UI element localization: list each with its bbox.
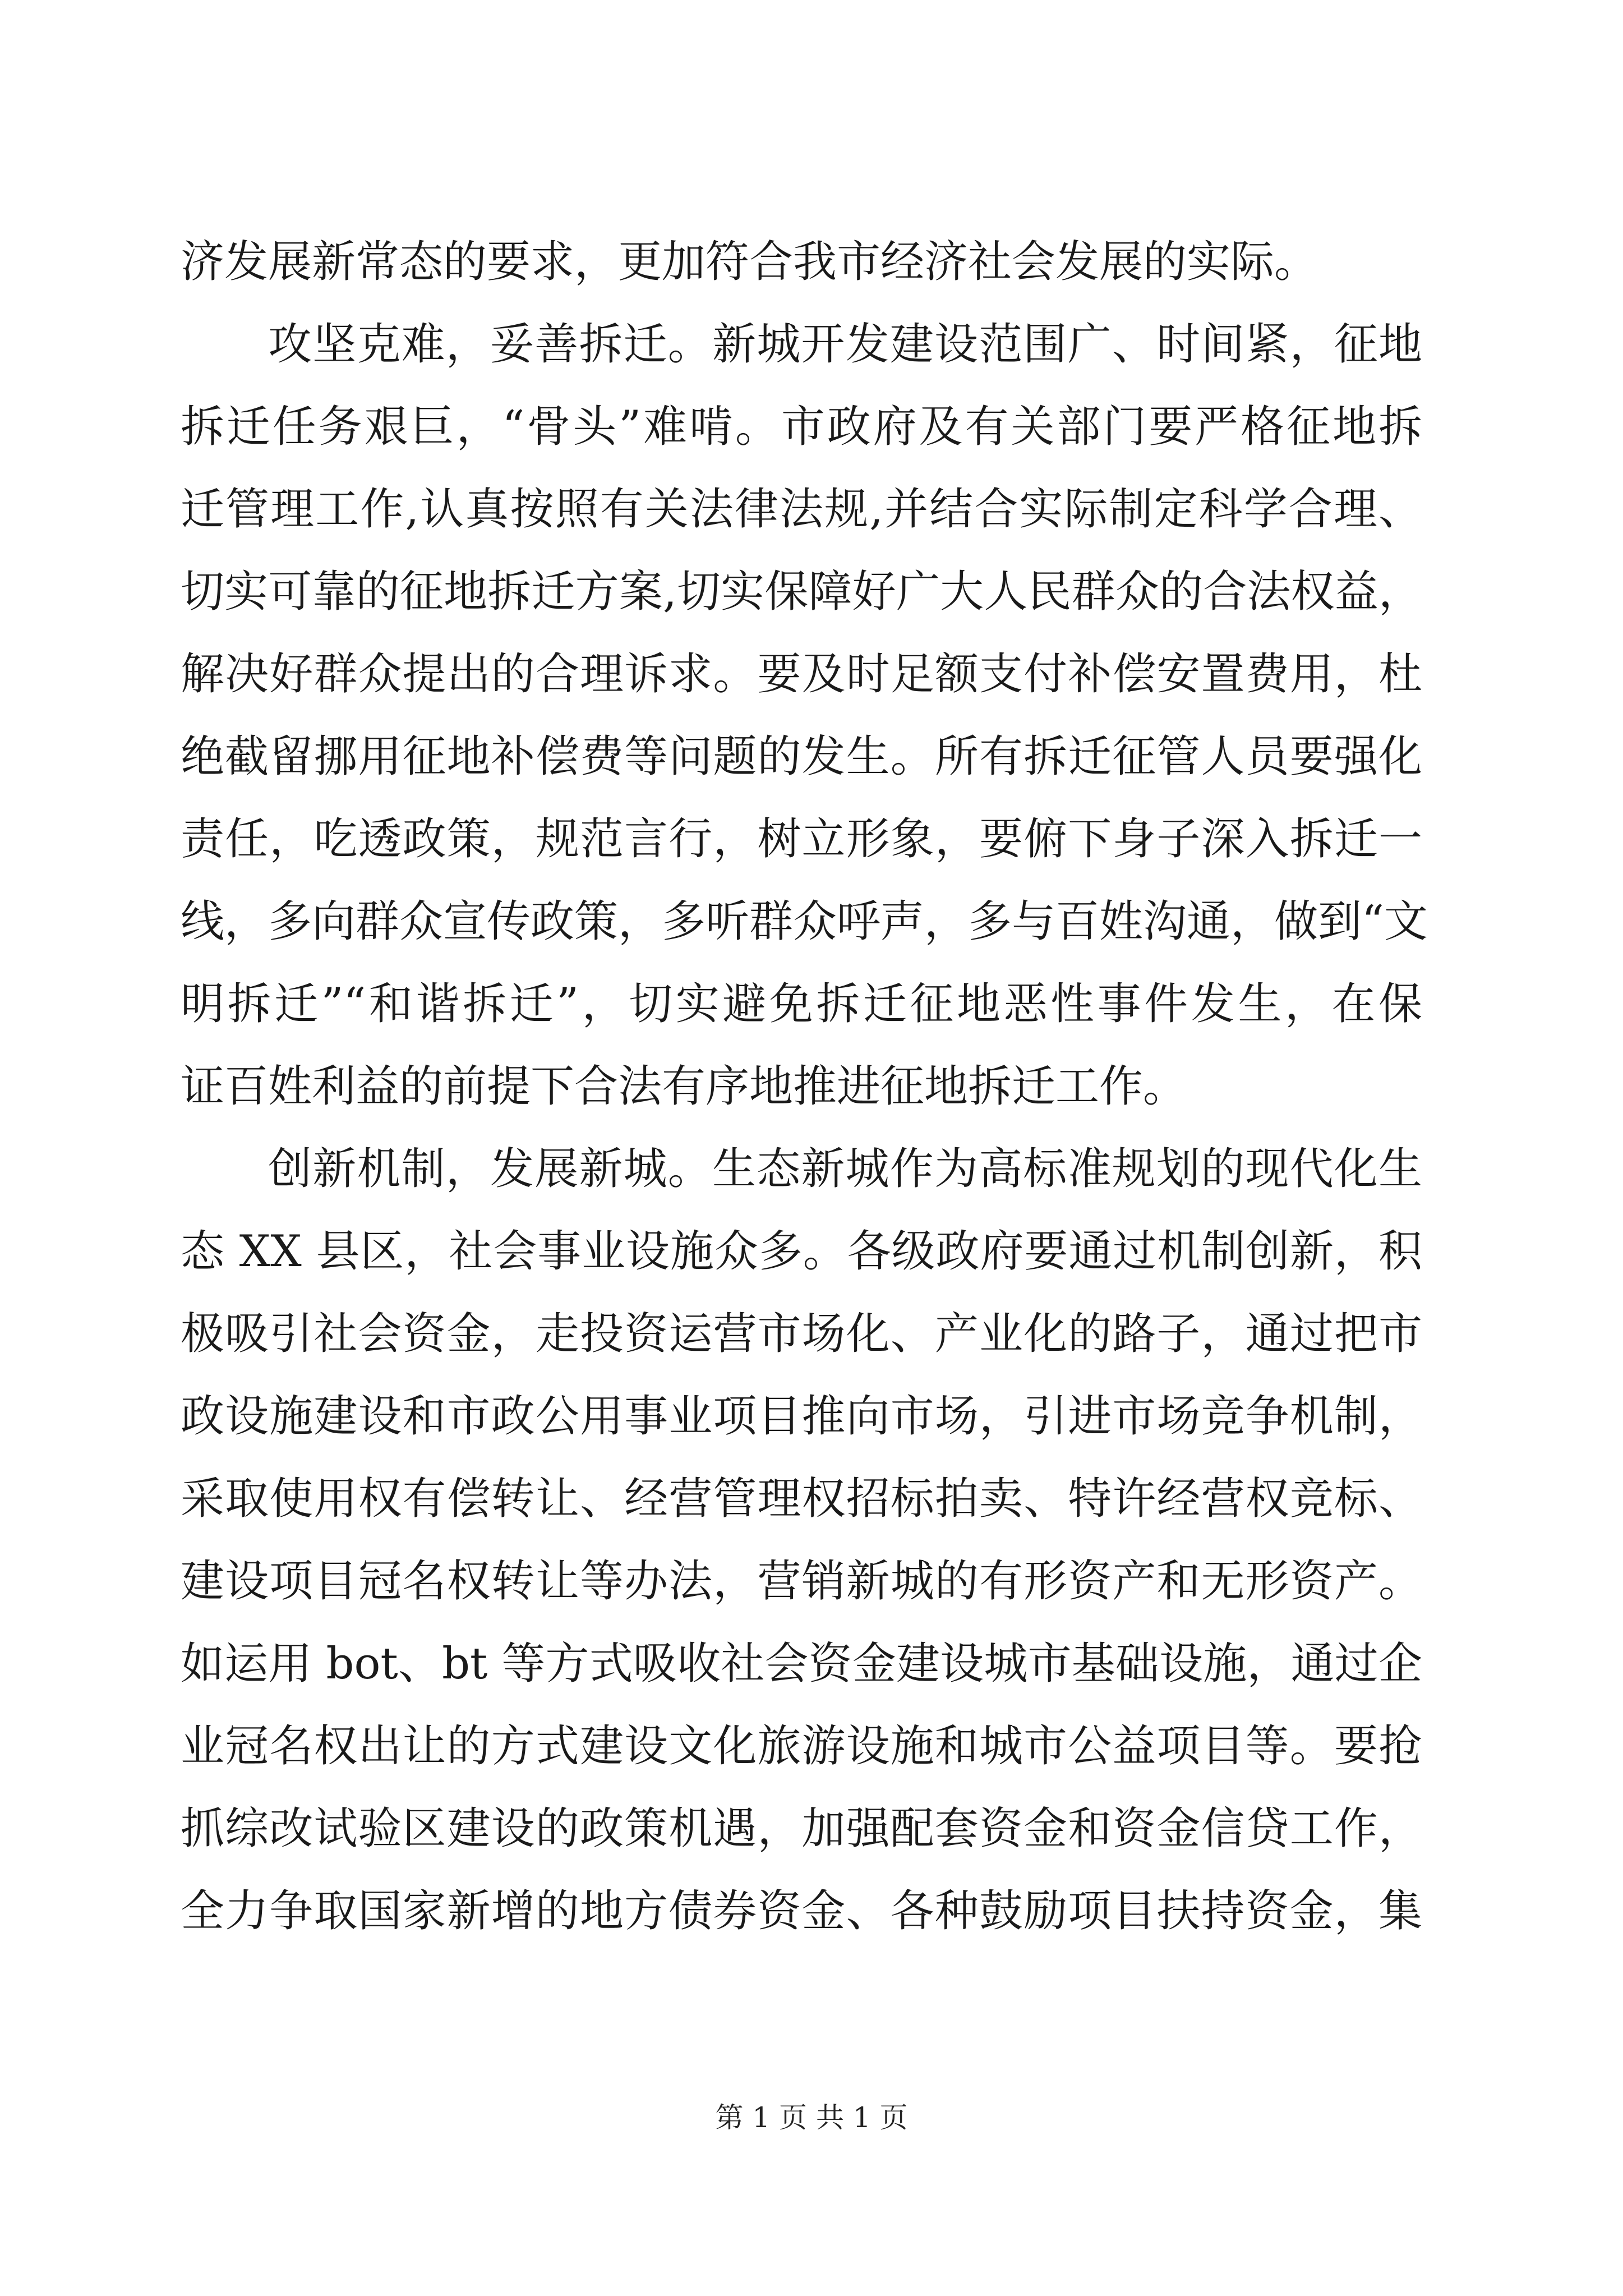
text-line: 责任，吃透政策，规范言行，树立形象，要俯下身子深入拆迁一 — [181, 814, 1422, 864]
text-line: 全力争取国家新增的地方债券资金、各种鼓励项目扶持资金，集 — [181, 1886, 1422, 1936]
body-text — [181, 221, 1428, 1953]
text-line: 如运用 bot、bt 等方式吸收社会资金建设城市基础设施，通过企 — [181, 1639, 1422, 1689]
text-line: 业冠名权出让的方式建设文化旅游设施和城市公益项目等。要抢 — [181, 1721, 1422, 1772]
text-line: 抓综改试验区建设的政策机遇，加强配套资金和资金信贷工作， — [181, 1803, 1422, 1854]
text-line: 明拆迁”“和谐拆迁”，切实避免拆迁征地恶性事件发生，在保 — [181, 979, 1422, 1029]
text-line: 建设项目冠名权转让等办法，营销新城的有形资产和无形资产。 — [181, 1556, 1422, 1607]
text-line: 迁管理工作,认真按照有关法律法规,并结合实际制定科学合理、 — [181, 484, 1422, 535]
text-line: 政设施建设和市政公用事业项目推向市场，引进市场竞争机制， — [181, 1391, 1422, 1442]
text-line: 证百姓利益的前提下合法有序地推进征地拆迁工作。 — [181, 1061, 1187, 1112]
text-line: 极吸引社会资金，走投资运营市场化、产业化的路子，通过把市 — [181, 1309, 1422, 1359]
page-footer: 第 1 页 共 1 页 — [715, 2101, 908, 2134]
text-line: 拆迁任务艰巨，“骨头”难啃。市政府及有关部门要严格征地拆 — [181, 402, 1422, 452]
text-line: 态 XX 县区，社会事业设施众多。各级政府要通过机制创新，积 — [181, 1226, 1422, 1277]
text-line: 绝截留挪用征地补偿费等问题的发生。所有拆迁征管人员要强化 — [181, 731, 1422, 782]
text-line: 切实可靠的征地拆迁方案,切实保障好广大人民群众的合法权益， — [181, 567, 1422, 617]
text-line: 采取使用权有偿转让、经营管理权招标拍卖、特许经营权竞标、 — [181, 1474, 1422, 1524]
text-line: 攻坚克难，妥善拆迁。新城开发建设范围广、时间紧，征地 — [268, 319, 1422, 370]
text-line: 解决好群众提出的合理诉求。要及时足额支付补偿安置费用，杜 — [181, 649, 1422, 700]
text-line: 线，多向群众宣传政策，多听群众呼声，多与百姓沟通，做到“文 — [181, 896, 1428, 947]
text-line: 创新机制，发展新城。生态新城作为高标准规划的现代化生 — [268, 1144, 1422, 1194]
text-line: 济发展新常态的要求，更加符合我市经济社会发展的实际。 — [181, 237, 1318, 287]
